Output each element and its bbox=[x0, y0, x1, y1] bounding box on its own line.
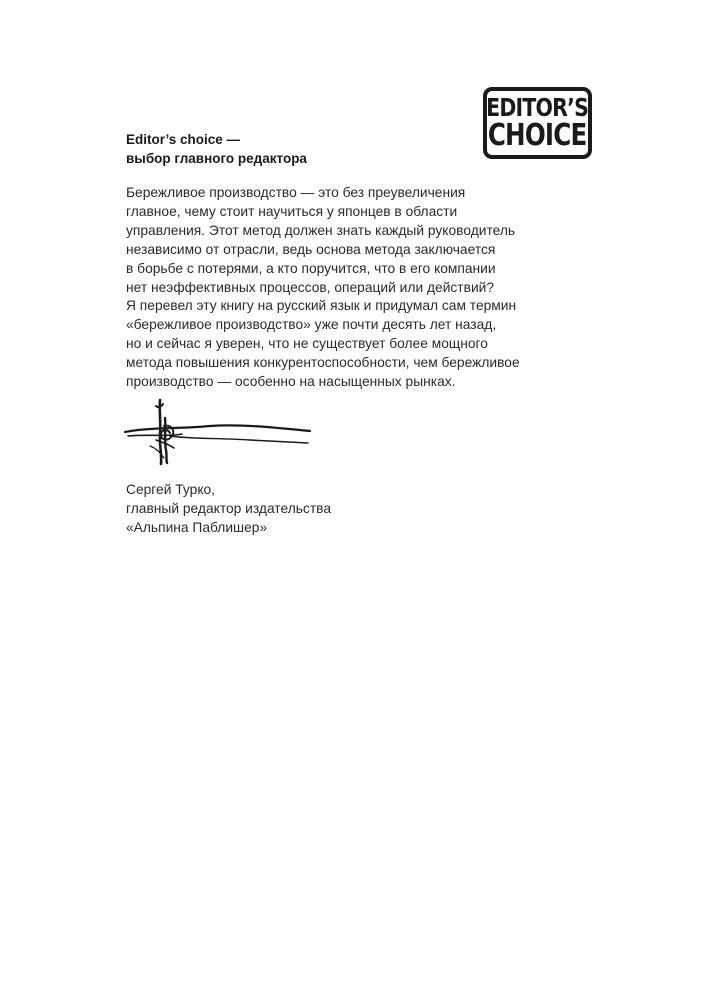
body-line: Бережливое производство — это без преувеличения bbox=[126, 185, 466, 200]
author-position: главный редактор издательства bbox=[126, 500, 331, 516]
body-line: но и сейчас я уверен, что не существует более мощного bbox=[126, 336, 488, 352]
body-line: главное, чему стоит научиться у японцев в области bbox=[126, 203, 458, 219]
body-line: независимо от отрасли, ведь основа метода заключается bbox=[126, 241, 496, 257]
author-company: «Альпина Паблишер» bbox=[126, 519, 268, 535]
body-paragraph bbox=[126, 184, 546, 392]
body-line: управления. Этот метод должен знать каждый руководитель bbox=[126, 222, 516, 238]
body-line: в борьбе с потерями, а кто поручится, что в его компании bbox=[126, 260, 496, 276]
page-heading bbox=[126, 130, 466, 168]
logo-line-2: CHOICE bbox=[488, 118, 587, 153]
heading-line-1: Editor’s choice — bbox=[126, 132, 241, 147]
body-line: «бережливое производство» уже почти десять лет назад, bbox=[126, 317, 497, 333]
body-line: метода повышения конкурентоспособности, чем бережливое bbox=[126, 355, 520, 371]
author-block bbox=[126, 481, 426, 538]
body-line: производство — особенно на насыщенных рынках. bbox=[126, 374, 456, 390]
handwritten-signature bbox=[120, 396, 320, 468]
body-line: Я перевел эту книгу на русский язык и придумал сам термин bbox=[126, 298, 517, 314]
editors-choice-logo bbox=[483, 87, 592, 159]
author-name: Сергей Турко, bbox=[126, 482, 216, 497]
logo-line-1: EDITOR’S bbox=[486, 93, 589, 122]
body-line: нет неэффективных процессов, операций или действий? bbox=[126, 279, 495, 295]
heading-line-2: выбор главного редактора bbox=[126, 151, 307, 166]
